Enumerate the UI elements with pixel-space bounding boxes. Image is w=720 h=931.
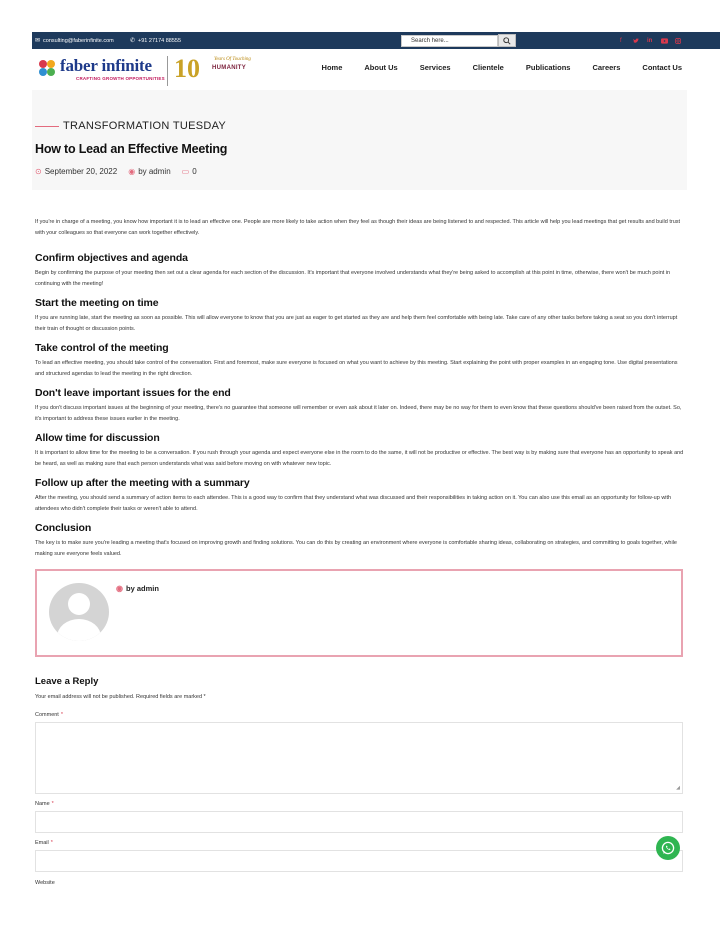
twitter-icon[interactable] [633, 32, 639, 49]
topbar-email-text: consulting@faberinfinite.com [43, 37, 114, 44]
nav-services[interactable]: Services [419, 63, 451, 72]
user-icon: ◉ [128, 167, 136, 176]
search-input[interactable]: Search here... [401, 35, 498, 47]
comment-label [35, 712, 63, 718]
clock-icon: ⊙ [35, 167, 42, 176]
comment-label-text: Comment [35, 712, 59, 718]
section-body: If you are running late, start the meeting as soon as possible. This will allow everyone to know that you are just as eager to get started as they are and help them feel comfortable with being late. Take care of any other tasks before taking a seat so you don't interrupt their train of thought or discussion points. [35, 315, 678, 332]
article-intro: If you're in charge of a meeting, you know how important it is to lead an effective one. People are more likely to take action when they feel as though their ideas are being listened to and respected. This article will help you lead meetings that get results and build trust with your colleagues so that everyone can work together effectively. [35, 219, 681, 236]
post-meta [35, 167, 197, 176]
search-icon [503, 37, 511, 45]
logo-tagline: CRAFTING GROWTH OPPORTUNITIES [76, 76, 165, 81]
comment-icon: ▭ [181, 167, 190, 176]
section-body: Begin by confirming the purpose of your meeting then set out a clear agenda for each section of the discussion. It's important that everyone involved understands what they're being asked to accomplish at this point in time, otherwise, there won't be much point in continuing with the meeting! [35, 270, 671, 287]
author-box-name-text: by admin [125, 584, 159, 593]
linkedin-icon[interactable]: in [647, 37, 653, 44]
section-body: It is important to allow time for the meeting to be a conversation. If you rush through your agenda and expect everyone else in the room to do the same, it will not be productive or effective. The best way is by making sure that everyone has an opportunity to speak and be heard, as well as making sure that each person understands what was said before moving on with whatever new topic. [35, 450, 684, 467]
section-heading: Don't leave important issues for the end [35, 387, 231, 399]
resize-grip-icon[interactable]: ◢ [676, 785, 680, 791]
search-button[interactable] [498, 34, 516, 47]
section-heading: Start the meeting on time [35, 297, 159, 309]
section-heading: Follow up after the meeting with a summary [35, 477, 250, 489]
post-author[interactable]: by admin [138, 167, 171, 176]
section-body: After the meeting, you should send a summary of action items to each attendee. This is a good way to confirm that they understand what was discussed and their responsibilities in taking action on it. You can also use this email as an opportunity for follow-up with attendees who didn't complete their tasks or weren't able to attend. [35, 495, 672, 512]
topbar-email[interactable] [35, 32, 114, 49]
whatsapp-button[interactable] [656, 836, 680, 860]
nav-about-us[interactable]: About Us [364, 63, 398, 72]
nav-contact-us[interactable]: Contact Us [642, 63, 682, 72]
main-nav [300, 63, 682, 72]
avatar-body-shape [57, 619, 101, 641]
section-body: To lead an effective meeting, you should take control of the conversation. First and foremost, make sure everyone is focused on what you want to achieve by this meeting. Start explaining the point with proper examples in an engaging tone. Use digital presentations and structured agendas to lead the meeting in the right direction. [35, 360, 678, 377]
name-label [35, 801, 54, 807]
email-label-text: Email [35, 840, 49, 846]
facebook-icon[interactable]: f [620, 37, 622, 44]
section-heading: Conclusion [35, 522, 92, 534]
section-heading: Allow time for discussion [35, 432, 160, 444]
topbar-phone-text: +91 27174 88555 [138, 37, 182, 44]
whatsapp-icon [660, 840, 676, 856]
name-label-text: Name [35, 801, 50, 807]
youtube-icon[interactable] [661, 32, 668, 49]
avatar[interactable] [49, 583, 109, 641]
mail-icon: ✉ [35, 38, 41, 44]
section-heading: Take control of the meeting [35, 342, 169, 354]
nav-careers[interactable]: Careers [592, 63, 621, 72]
required-marker: * [51, 801, 54, 807]
top-bar [32, 32, 720, 49]
phone-icon: ✆ [130, 38, 136, 44]
site-logo[interactable] [36, 54, 266, 88]
email-field[interactable] [35, 850, 683, 872]
post-category[interactable]: TRANSFORMATION TUESDAY [63, 120, 227, 132]
post-comment-count[interactable]: 0 [192, 167, 197, 176]
topbar-phone[interactable] [130, 32, 181, 49]
reply-notes: Your email address will not be published. Required fields are marked * [35, 694, 206, 700]
nav-clientele[interactable]: Clientele [472, 63, 504, 72]
post-header [32, 90, 687, 190]
section-body: The key is to make sure you're leading a meeting that's focused on improving growth and finding solutions. You can do this by creating an environment where everyone is comfortable sharing ideas, collaborating on strategies, and committing to goals together, while making sure everyone feels valued. [35, 540, 677, 557]
logo-divider [167, 56, 168, 86]
instagram-icon[interactable] [675, 32, 681, 49]
website-label-text: Website [35, 880, 55, 886]
required-marker: * [50, 840, 53, 846]
name-field[interactable] [35, 811, 683, 833]
category-divider [35, 126, 59, 127]
article-body [35, 217, 685, 560]
reply-title: Leave a Reply [35, 676, 99, 687]
faber-infinite-logo-icon [36, 57, 58, 79]
post-date[interactable]: September 20, 2022 [44, 167, 118, 176]
anniversary-line1: Years Of Touching [214, 57, 251, 62]
nav-publications[interactable]: Publications [525, 63, 571, 72]
avatar-head-shape [68, 593, 90, 615]
anniversary-badge [174, 54, 262, 84]
section-body: If you don't discuss important issues at the beginning of your meeting, there's no guarantee that someone will remember or even ask about it later on. Indeed, there may be no way for them to even know that these questions should've been raised from the outset. So, it's important to address these issues earlier in the meeting. [35, 405, 682, 422]
nav-home[interactable]: Home [321, 63, 343, 72]
email-label [35, 840, 53, 846]
post-title: How to Lead an Effective Meeting [35, 142, 228, 156]
author-box [35, 569, 683, 657]
user-icon: ◉ [116, 584, 123, 593]
comment-textarea[interactable] [35, 722, 683, 794]
logo-name: faber infinite [60, 56, 152, 75]
section-heading: Confirm objectives and agenda [35, 252, 188, 264]
anniversary-line2: HUMANITY [212, 65, 247, 71]
anniversary-digits: 10 [174, 54, 200, 83]
website-label [35, 880, 55, 886]
required-marker: * [60, 712, 63, 718]
author-box-name[interactable] [116, 584, 159, 593]
